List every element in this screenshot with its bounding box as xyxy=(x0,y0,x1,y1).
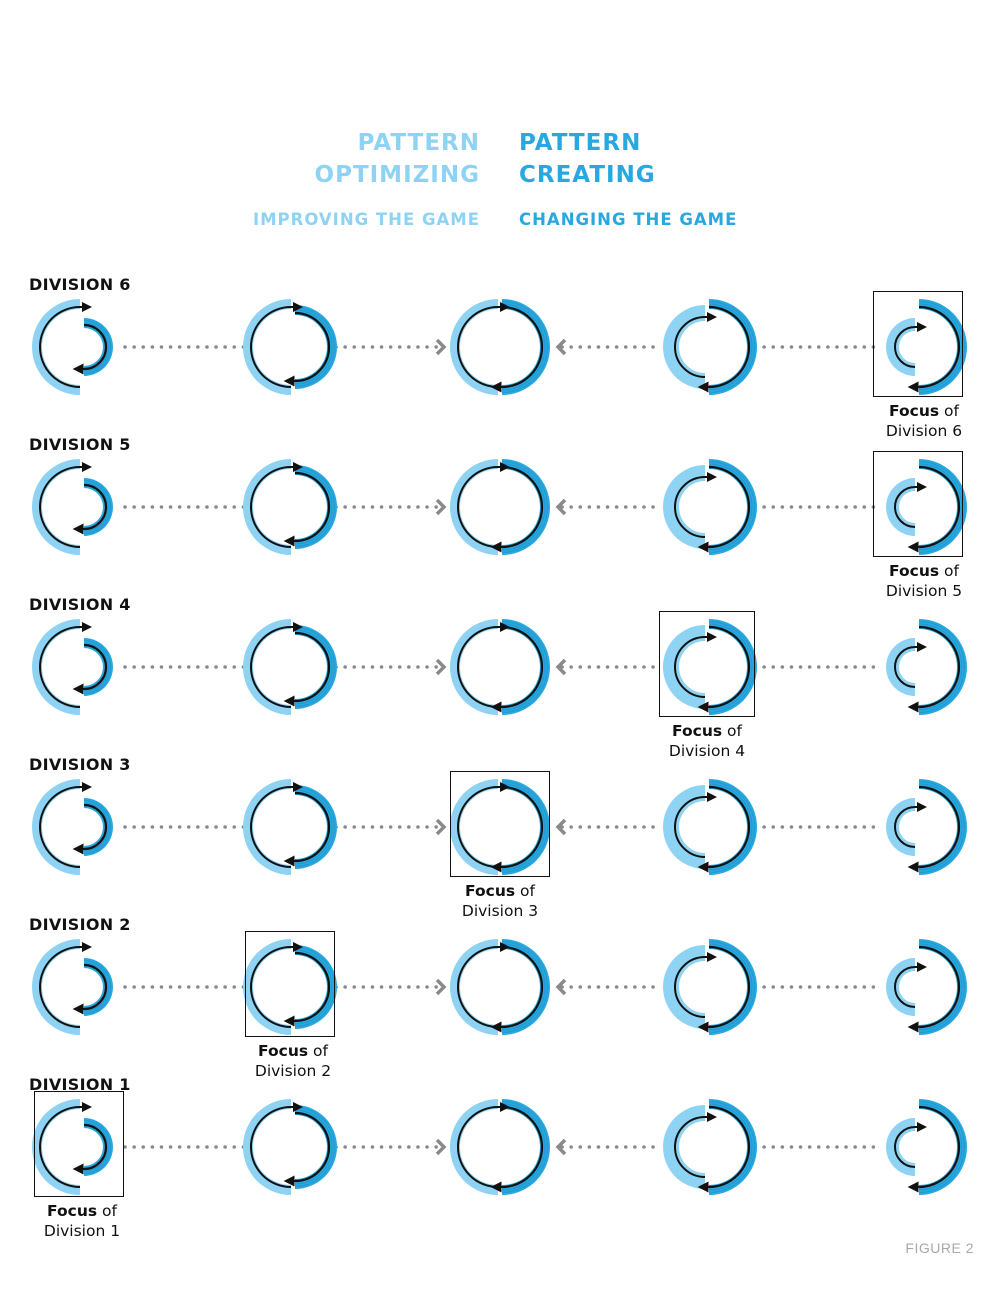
pattern-icon-stage-3 xyxy=(450,939,550,1035)
creating-half-ring xyxy=(295,1105,337,1189)
pattern-icon-stage-2 xyxy=(243,779,337,875)
pattern-icon-stage-2 xyxy=(243,299,337,395)
focus-box xyxy=(245,931,335,1037)
focus-of: of xyxy=(939,402,959,420)
focus-caption xyxy=(627,721,787,761)
focus-box xyxy=(659,611,755,717)
pattern-icon-stage-3 xyxy=(450,619,550,715)
pattern-icon-stage-4 xyxy=(663,939,757,1035)
pattern-icon-stage-4 xyxy=(663,459,757,555)
focus-of: of xyxy=(939,562,959,580)
pattern-icon-stage-5 xyxy=(886,939,967,1035)
focus-word: Focus xyxy=(889,562,940,580)
division-label: DIVISION 3 xyxy=(29,755,131,774)
division-label: DIVISION 5 xyxy=(29,435,131,454)
focus-caption xyxy=(844,401,1000,441)
focus-box xyxy=(450,771,550,877)
creating-half-ring xyxy=(84,798,113,856)
pattern-icon-stage-1 xyxy=(32,459,113,555)
focus-target: Division 3 xyxy=(461,902,539,920)
focus-caption xyxy=(844,561,1000,601)
pattern-icon-stage-2 xyxy=(243,619,337,715)
pattern-icon-stage-1 xyxy=(32,619,113,715)
division-label: DIVISION 4 xyxy=(29,595,131,614)
focus-target: Division 5 xyxy=(885,582,963,600)
focus-box xyxy=(873,451,963,557)
focus-word: Focus xyxy=(889,402,940,420)
focus-caption xyxy=(420,881,580,921)
focus-target: Division 4 xyxy=(668,742,746,760)
division-label: DIVISION 6 xyxy=(29,275,131,294)
pattern-icon-stage-2 xyxy=(243,1099,337,1195)
connector-arrowhead xyxy=(437,980,444,994)
figure-label: FIGURE 2 xyxy=(905,1240,974,1256)
right-title-line1: PATTERN xyxy=(519,130,642,156)
pattern-icon-stage-4 xyxy=(663,299,757,395)
pattern-icon-stage-4 xyxy=(663,1099,757,1195)
focus-word: Focus xyxy=(672,722,723,740)
creating-half-ring xyxy=(84,478,113,536)
connector-arrowhead xyxy=(437,340,444,354)
pattern-icon-stage-3 xyxy=(450,299,550,395)
creating-half-ring xyxy=(295,625,337,709)
focus-word: Focus xyxy=(465,882,516,900)
division-label: DIVISION 1 xyxy=(29,1075,131,1094)
focus-target: Division 6 xyxy=(885,422,963,440)
focus-of: of xyxy=(308,1042,328,1060)
focus-caption xyxy=(213,1041,373,1081)
left-title-line2: OPTIMIZING xyxy=(314,162,480,188)
improving-the-game-subtitle: IMPROVING THE GAME xyxy=(252,210,480,229)
focus-of: of xyxy=(515,882,535,900)
focus-of: of xyxy=(97,1202,117,1220)
division-label: DIVISION 2 xyxy=(29,915,131,934)
pattern-icon-stage-1 xyxy=(32,779,113,875)
focus-box xyxy=(873,291,963,397)
pattern-icon-stage-3 xyxy=(450,459,550,555)
changing-the-game-subtitle: CHANGING THE GAME xyxy=(519,210,738,229)
creating-half-ring xyxy=(295,465,337,549)
creating-half-ring xyxy=(295,785,337,869)
pattern-icon-stage-5 xyxy=(886,1099,967,1195)
focus-of: of xyxy=(722,722,742,740)
pattern-icon-stage-5 xyxy=(886,779,967,875)
pattern-icon-stage-2 xyxy=(243,459,337,555)
connector-arrowhead xyxy=(437,660,444,674)
focus-word: Focus xyxy=(258,1042,309,1060)
pattern-icon-stage-3 xyxy=(450,1099,550,1195)
focus-caption xyxy=(2,1201,162,1241)
pattern-icon-stage-5 xyxy=(886,619,967,715)
pattern-icon-stage-4 xyxy=(663,779,757,875)
connector-arrowhead xyxy=(437,820,444,834)
creating-half-ring xyxy=(295,305,337,389)
connector-arrowhead xyxy=(437,500,444,514)
pattern-icon-stage-1 xyxy=(32,939,113,1035)
focus-target: Division 2 xyxy=(254,1062,332,1080)
focus-box xyxy=(34,1091,124,1197)
focus-word: Focus xyxy=(47,1202,98,1220)
creating-half-ring xyxy=(84,318,113,376)
connector-arrowhead xyxy=(437,1140,444,1154)
right-title-line2: CREATING xyxy=(519,162,656,188)
creating-half-ring xyxy=(84,638,113,696)
focus-target: Division 1 xyxy=(43,1222,121,1240)
left-title-line1: PATTERN xyxy=(357,130,480,156)
creating-half-ring xyxy=(84,958,113,1016)
pattern-icon-stage-1 xyxy=(32,299,113,395)
